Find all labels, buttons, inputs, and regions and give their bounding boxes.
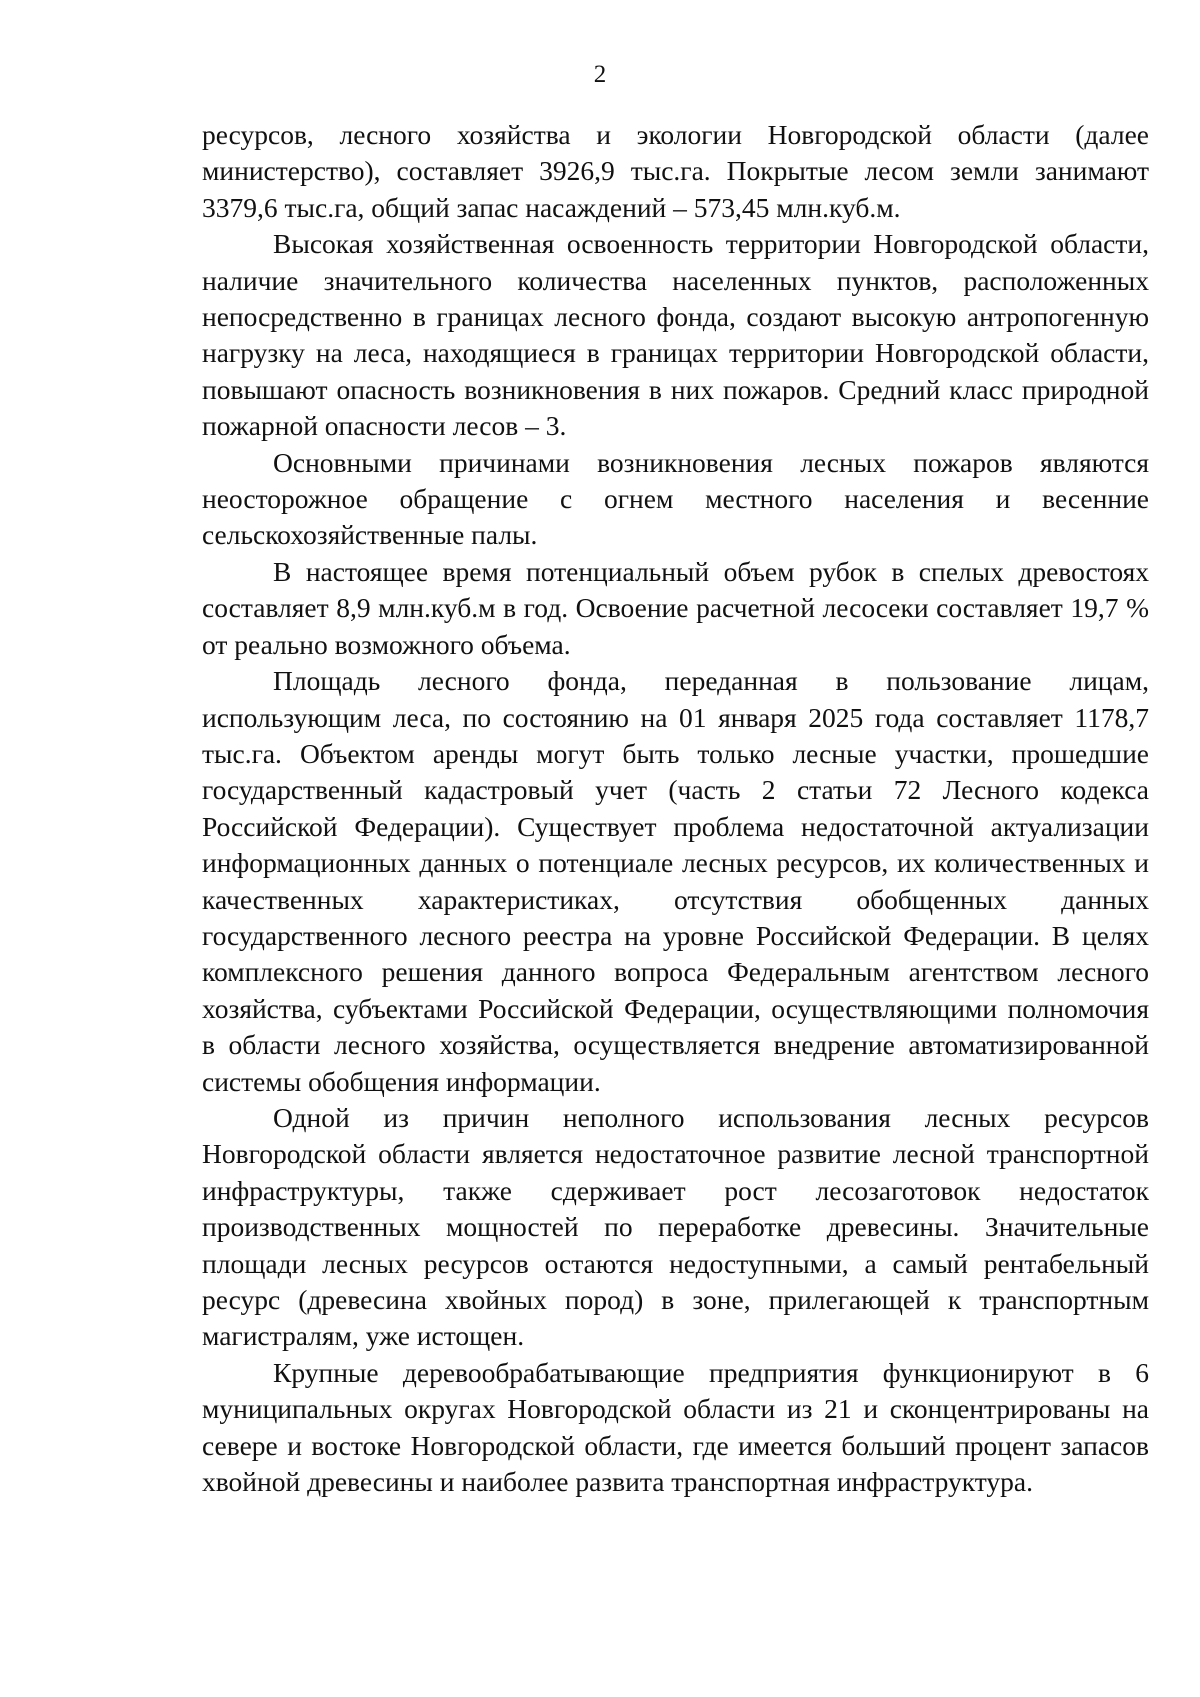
page-number: 2 (593, 61, 607, 88)
paragraph-fire-causes: Основными причинами возникновения лесных пожаров являются неосторожное обращение с огнем местного населения и весенние сельскохозяйственные палы. (202, 446, 1149, 551)
paragraph-forest-fund-area: ресурсов, лесного хозяйства и экологии Новгородской области (далее министерство), составляет 3926,9 тыс.га. Покрытые лесом земли занимают 3379,6 тыс.га, общий запас насаждений – 573,45 млн.куб.м. (202, 119, 1149, 223)
paragraph-logging-volume: В настоящее время потенциальный объем рубок в спелых древостоях составляет 8,9 млн.куб.м в год. Освоение расчетной лесосеки составляет 19,7 % от реально возможного объема. (202, 555, 1149, 660)
paragraph-infrastructure: Одной из причин неполного использования лесных ресурсов Новгородской области является недостаточное развитие лесной транспортной инфраструктуры, также сдерживает рост лесозаготовок недостаток производственных мощностей по переработке древесины. Значительные площади лесных ресурсов остаются недоступными, а самый рентабельный ресурс (древесина хвойных пород) в зоне, прилегающей к транспортным магистралям, уже истощен. (202, 1101, 1149, 1352)
document-body (202, 117, 1149, 1500)
paragraph-anthropogenic-load: Высокая хозяйственная освоенность территории Новгородской области, наличие значительного количества населенных пунктов, расположенных непосредственно в границах лесного фонда, создают высокую антропогенную нагрузку на леса, находящиеся в границах территории Новгородской области, повышают опасность возникновения в них пожаров. Средний класс природной пожарной опасности лесов – 3. (202, 228, 1149, 442)
paragraph-woodworking-enterprises: Крупные деревообрабатывающие предприятия функционируют в 6 муниципальных округах Новгородской области из 21 и сконцентрированы на севере и востоке Новгородской области, где имеется больший процент запасов хвойной древесины и наиболее развита транспортная инфраструктура. (202, 1356, 1149, 1498)
paragraph-leased-area: Площадь лесного фонда, переданная в пользование лицам, использующим леса, по состоянию на 01 января 2025 года составляет 1178,7 тыс.га. Объектом аренды могут быть только лесные участки, прошедшие государственный кадастровый учет (часть 2 статьи 72 Лесного кодекса Российской Федерации). Существует проблема недостаточной актуализации информационных данных о потенциале лесных ресурсов, их количественных и качественных характеристиках, отсутствия обобщенных данных государственного лесного реестра на уровне Российской Федерации. В целях комплексного решения данного вопроса Федеральным агентством лесного хозяйства, субъектами Российской Федерации, осуществляющими полномочия в области лесного хозяйства, осуществляется внедрение автоматизированной системы обобщения информации. (202, 665, 1149, 1097)
